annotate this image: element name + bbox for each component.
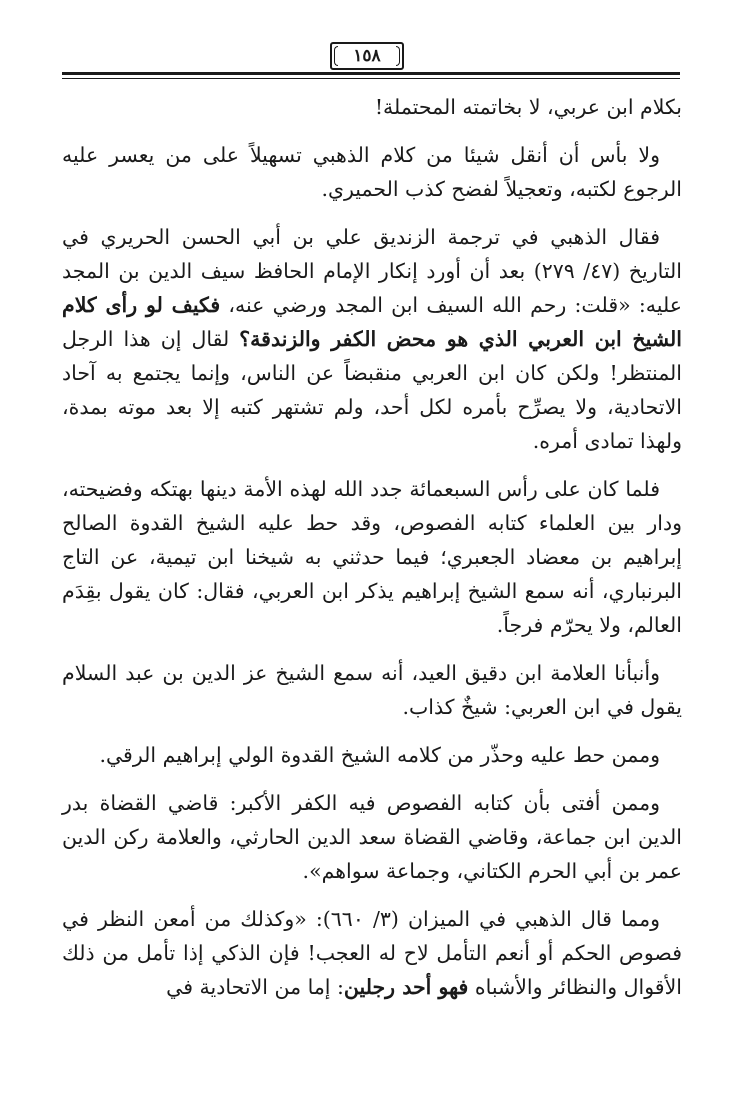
text-segment: ولا بأس أن أنقل شيئا من كلام الذهبي تسهيلاً على من يعسر عليه الرجوع لكتبه، وتعجيلاً لفضح كذب الحميري. [62, 143, 682, 201]
text-segment: ومما قال الذهبي في الميزان (٣/ ٦٦٠): «وكذلك من أمعن النظر في فصوص الحكم أو أنعم التأمل لاح له العجب! فإن الذكي إذا تأمل من ذلك الأقوال والنظائر والأشباه [62, 907, 682, 999]
text-segment: بكلام ابن عربي، لا بخاتمته المحتملة! [374, 95, 682, 119]
text-segment: فقال الذهبي في ترجمة الزنديق علي بن أبي الحسن الحريري في التاريخ (٤٧/ ٢٧٩) بعد أن أورد إنكار الإمام الحافظ سيف الدين بن المجد عليه: «قلت: رحم الله السيف ابن المجد ورضي عنه، [62, 225, 682, 317]
paragraph-7 [62, 786, 682, 888]
text-segment: فلما كان على رأس السبعمائة جدد الله لهذه الأمة دينها بهتكه وفضيحته، ودار بين العلماء كتابه الفصوص، وقد حط عليه الشيخ القدوة الصالح إبراهيم بن معضاد الجعبري؛ فيما حدثني به شيخنا ابن تيمية، عن التاج البرنباري، أنه سمع الشيخ إبراهيم يذكر ابن العربي، فقال: كان يقول بقِدَم العالم، ولا يحرّم فرجاً. [62, 477, 682, 637]
paragraph-6 [62, 738, 682, 772]
page-number: ١٥٨ [330, 42, 404, 70]
paragraph-3 [62, 220, 682, 458]
paragraph-8 [62, 902, 682, 1004]
body-text [62, 90, 682, 1018]
paragraph-5 [62, 656, 682, 724]
text-segment: وممن أفتى بأن كتابه الفصوص فيه الكفر الأكبر: قاضي القضاة بدر الدين ابن جماعة، وقاضي القضاة سعد الدين الحارثي، والعلامة ركن الدين عمر بن أبي الحرم الكتاني، وجماعة سواهم». [62, 791, 682, 883]
text-segment: لقال إن هذا الرجل المنتظر! ولكن كان ابن العربي منقبضاً عن الناس، وإنما يجتمع به آحاد الاتحادية، ولا يصرِّح بأمره لكل أحد، ولم تشتهر كتبه إلا بعد موته بمدة، ولهذا تمادى أمره. [62, 327, 682, 453]
paragraph-1 [62, 90, 682, 124]
header-rule-thin [62, 78, 680, 79]
header-rule-thick [62, 72, 680, 75]
bold-text-segment: فكيف لو رأى كلام الشيخ ابن العربي الذي هو محض الكفر والزندقة؟ [62, 293, 682, 351]
paragraph-4 [62, 472, 682, 642]
paragraph-2 [62, 138, 682, 206]
text-segment: : إما من الاتحادية في [166, 975, 344, 999]
text-segment: وأنبأنا العلامة ابن دقيق العيد، أنه سمع الشيخ عز الدين بن عبد السلام يقول في ابن العربي: شيخٌ كذاب. [62, 661, 682, 719]
text-segment: وممن حط عليه وحذّر من كلامه الشيخ القدوة الولي إبراهيم الرقي. [99, 743, 660, 767]
bold-text-segment: فهو أحد رجلين [343, 975, 469, 999]
page-header [62, 42, 680, 82]
